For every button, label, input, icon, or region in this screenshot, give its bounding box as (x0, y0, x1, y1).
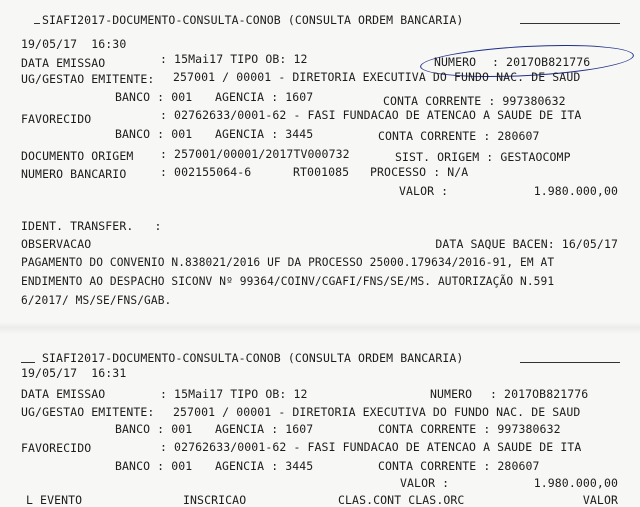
doc1-datetime: 19/05/17 16:30 (21, 37, 127, 51)
doc2-banco2: BANCO : 001 (115, 459, 193, 473)
doc1-banco2: BANCO : 001 (115, 127, 193, 141)
doc1-data-emissao-label: DATA EMISSAO (21, 56, 106, 70)
doc2-favorecido-value: : 02762633/0001-62 - FASI FUNDACAO DE ATENCAO A SAUDE DE ITA (160, 440, 582, 454)
doc2-data-emissao-value: : 15Mai17 TIPO OB: 12 (160, 387, 308, 401)
doc2-conta2: CONTA CORRENTE : 280607 (378, 459, 540, 473)
doc2-numero-label: NUMERO (430, 387, 473, 401)
doc2-agencia2: AGENCIA : 3445 (215, 459, 314, 473)
doc2-ug-value: 257001 / 00001 - DIRETORIA EXECUTIVA DO FUNDO NAC. DE SAUD (173, 405, 581, 419)
doc1-sist-origem: SIST. ORIGEM : GESTAOCOMP (395, 150, 571, 164)
doc1-obs-line2: ENDIMENTO AO DESPACHO SICONV Nº 99364/COINV/CGAFI/FNS/SE/MS. AUTORIZAÇÃO N.591 (21, 275, 555, 288)
doc2-title-rule-right (520, 362, 620, 363)
doc2-title-rule-left (21, 362, 35, 363)
doc1-doc-origem-value: : 257001/00001/2017TV000732 (160, 147, 350, 161)
doc2-banco1: BANCO : 001 (115, 422, 193, 436)
doc2-col-l-evento: L EVENTO (26, 493, 83, 507)
doc2-favorecido-label: FAVORECIDO (21, 441, 92, 455)
doc1-valor-label: VALOR : (399, 184, 449, 198)
doc1-obs-line1: PAGAMENTO DO CONVENIO N.838021/2016 UF DA PROCESSO 25000.179634/2016-91, EM AT (21, 256, 555, 269)
doc1-valor-value: 1.980.000,00 (533, 184, 618, 198)
doc1-doc-origem-label: DOCUMENTO ORIGEM (21, 149, 134, 163)
doc1-agencia2: AGENCIA : 3445 (215, 127, 314, 141)
title-rule-left (34, 23, 40, 24)
doc1-favorecido-value: : 02762633/0001-62 - FASI FUNDACAO DE ATENCAO A SAUDE DE ITA (160, 108, 582, 122)
doc1-num-bancario-label: NUMERO BANCARIO (21, 167, 127, 181)
doc1-obs-line3: 6/2017/ MS/SE/FNS/GAB. (21, 294, 172, 307)
doc2-numero-value: : 2017OB821776 (490, 387, 589, 401)
doc1-observacao-label: OBSERVACAO (21, 237, 92, 251)
doc1-ug-label: UG/GESTAO EMITENTE: (21, 72, 155, 86)
doc1-favorecido-label: FAVORECIDO (21, 112, 92, 126)
doc2-datetime: 19/05/17 16:31 (21, 366, 127, 380)
doc2-col-inscricao: INSCRICAO (183, 493, 247, 507)
doc1-rt-code: RT001085 (293, 165, 350, 179)
doc1-conta2: CONTA CORRENTE : 280607 (378, 129, 540, 143)
doc1-numero-value: : 2017OB821776 (492, 55, 591, 69)
title-rule-right (520, 23, 620, 24)
doc1-conta1: CONTA CORRENTE : 997380632 (383, 94, 566, 108)
doc1-agencia1: AGENCIA : 1607 (215, 90, 314, 104)
doc2-conta1: CONTA CORRENTE : 997380632 (378, 422, 561, 436)
doc1-ug-value: 257001 / 00001 - DIRETORIA EXECUTIVA DO FUNDO NAC. DE SAUD (173, 70, 581, 84)
doc2-valor-value: 1.980.000,00 (533, 476, 618, 490)
doc1-num-bancario-value: : 002155064-6 (160, 165, 252, 179)
doc1-title: SIAFI2017-DOCUMENTO-CONSULTA-CONOB (CONSULTA ORDEM BANCARIA) (42, 13, 464, 27)
doc2-agencia1: AGENCIA : 1607 (215, 422, 314, 436)
doc2-col-valor: VALOR (582, 493, 618, 507)
doc2-valor-label: VALOR : (400, 476, 450, 490)
doc1-data-saque: DATA SAQUE BACEN: 16/05/17 (435, 237, 618, 251)
doc1-processo: PROCESSO : N/A (370, 165, 469, 179)
doc1-data-emissao-value: : 15Mai17 TIPO OB: 12 (160, 52, 308, 66)
doc1-ident-transfer: IDENT. TRANSFER. : (21, 219, 162, 233)
doc2-col-clas: CLAS.CONT CLAS.ORC (338, 493, 465, 507)
doc1-banco1: BANCO : 001 (115, 90, 193, 104)
doc2-data-emissao-label: DATA EMISSAO (21, 387, 106, 401)
page-separator (0, 322, 640, 334)
doc2-ug-label: UG/GESTAO EMITENTE: (21, 405, 155, 419)
doc2-title: SIAFI2017-DOCUMENTO-CONSULTA-CONOB (CONSULTA ORDEM BANCARIA) (42, 351, 464, 365)
doc1-numero-label: NUMERO (434, 55, 477, 69)
